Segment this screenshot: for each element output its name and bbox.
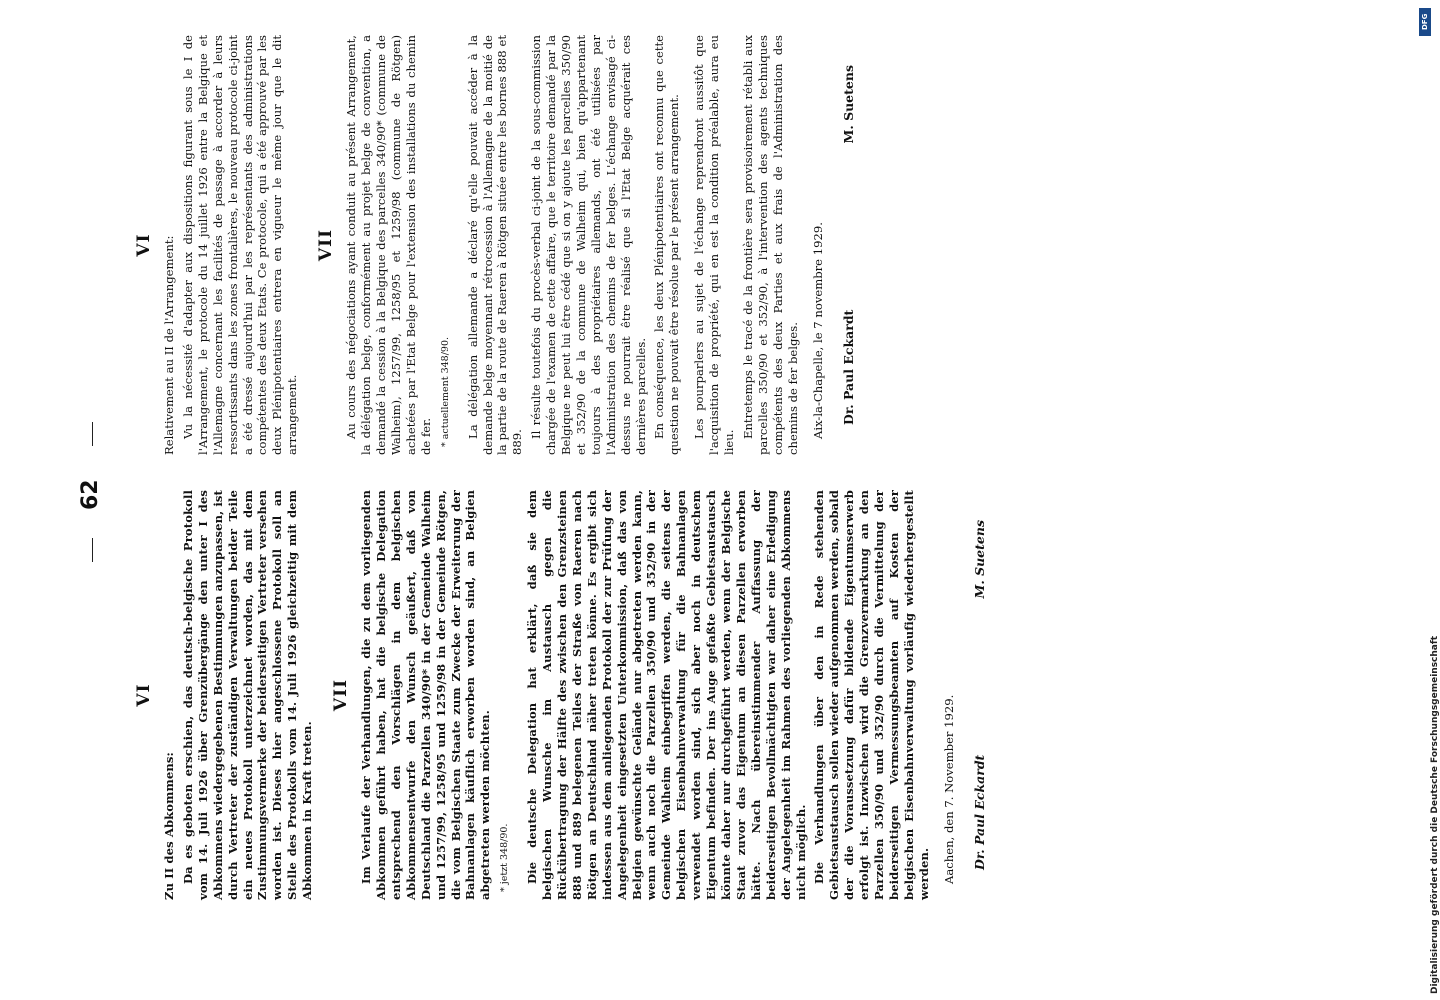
signature-suetens-de: M. Suetens xyxy=(971,520,987,599)
date-line-de: Aachen, den 7. November 1929. xyxy=(941,694,956,884)
signature-eckardt-fr: Dr. Paul Eckardt xyxy=(840,309,856,425)
signature-eckardt-de: Dr. Paul Eckardt xyxy=(971,754,987,870)
paragraph-fr-5: Les pourparlers au sujet de l'échange reprendront aussitôt que l'acquisition de propriété, qui en est la condition préalable, aura eu lieu. xyxy=(692,35,737,455)
paragraph-fr-6: Entretemps le tracé de la frontière sera provisoirement rétabli aux parcelles 350/90 et 352/90, à l'intervention des agents techniques compétents des deux Parties et aux frais de l'Administration des chemins de fer belges. xyxy=(741,35,800,455)
page-header xyxy=(78,0,118,1000)
section-heading-vii-fr: VII xyxy=(316,228,337,262)
date-line-fr: Aix-la-Chapelle, le 7 novembre 1929. xyxy=(810,222,825,439)
paragraph-de-3: Die Verhandlungen über den in Rede stehenden Gebietsaustausch sollen wieder aufgenommen werden, sobald der die Voraussetzung dafür bildende Eigentumserwerb erfolgt ist. Inzwischen wird die Grenzvermarkung an den Parzellen 350/90 und 352/90 durch die Vermittelung der beiderseitigen Vermessungsbeamten auf Kosten der belgischen Eisenbahnverwaltung vorläufig wiederhergestellt werden. xyxy=(812,490,931,900)
section-heading-vi-de: VI xyxy=(134,683,154,707)
signatures-fr xyxy=(841,35,856,455)
german-column xyxy=(130,490,987,900)
section-paragraph-de: Da es geboten erschien, das deutsch-belgische Protokoll vom 14. Juli 1926 über Grenzübergänge den unter I des Abkommens wiedergegebenen Bestimmungen anzupassen, ist durch Vertreter der zuständigen Verwaltungen beider Teile ein neues Protokoll unterzeichnet worden, das mit dem Zustimmungsvermerke der beiderseitigen Vertreter versehen worden ist. Dieses hier angeschlossene Protokoll soll an Stelle des Protokolls vom 14. Juli 1926 gleichzeitig mit dem Abkommen in Kraft treten. xyxy=(180,490,315,900)
page-number: 62 xyxy=(78,479,103,510)
dfg-logo: DFG xyxy=(1419,8,1431,36)
section-heading-vii-de: VII xyxy=(331,678,352,712)
paragraph-fr-1: Au cours des négociations ayant conduit au présent Arrangement, la délégation belge, conformément au projet belge de convention, a demandé la cession à la Belgique des parcelles 340/90* (commune de Walheim), 1257/99, 1258/95 et 1259/98 (commune de Rötgen) achetées par l'Etat Belge pour l'extension des installations du chemin de fer. xyxy=(344,35,433,455)
paragraph-fr-3: Il résulte toutefois du procès-verbal ci-joint de la sous-commission chargée de l'examen de cette affaire, que le territoire demandé par la Belgique ne peut lui être cédé que si on y ajoute les parcelles 350/90 et 352/90 de la commune de Walheim qui, bien qu'appartenant toujours à des propriétaires allemands, ont été utilisées par l'Administration des chemins de fer belges. L'échange envisagé ci-dessus ne pourrait être réalisé que si l'Etat Belge acquérait ces dernières parcelles. xyxy=(529,35,648,455)
paragraph-fr-2: La délégation allemande a déclaré qu'elle pouvait accéder à la demande belge moyennant rétrocession à l'Allemagne de la moitié de la partie de la route de Raeren à Rötgen située entre les bornes 888 et 889. xyxy=(465,35,525,455)
section-paragraph-fr: Vu la nécessité d'adapter aux dispositions figurant sous le I de l'Arrangement, le protocole du 14 juillet 1926 entre la Belgique et l'Allemagne concernant les facilités de passage à accorder à leurs ressortissants dans les zones frontalières, le nouveau protocole ci-joint a été dressé aujourd'hui par les représentants des administrations compétentes des deux Etats. Ce protocole, qui a été approuvé par les deux Plénipotentiaires entrera en vigueur le même jour que le dit arrangement. xyxy=(180,35,300,455)
french-column xyxy=(130,35,856,455)
credit-text: Digitalisierung gefördert durch die Deutsche Forschungsgemeinschaft xyxy=(1430,635,1440,994)
digitization-credit xyxy=(1418,8,1440,994)
footnote-de: * jetzt 348/90. xyxy=(499,823,511,892)
signatures-de xyxy=(972,490,987,900)
footnote-fr: * actuellement 348/90. xyxy=(439,336,451,447)
paragraph-fr-4: En conséquence, les deux Plénipotentiaires ont reconnu que cette question ne pouvait être résolue par le présent arrangement. xyxy=(652,35,682,455)
paragraph-de-2: Die deutsche Delegation hat erklärt, daß sie dem belgischen Wunsche im Austausch gegen die Rückübertragung der Hälfte des zwischen den Grenzsteinen 888 und 889 belegenen Teiles der Straße von Raeren nach Rötgen an Deutschland näher treten könne. Es ergibt sich indessen aus dem anliegenden Protokoll der zur Prüfung der Angelegenheit eingesetzten Unterkommission, daß das von Belgien gewünschte Gelände nur abgetreten werden kann, wenn auch noch die Parzellen 350/90 und 352/90 in der Gemeinde Walheim einbegriffen werden, die seitens der belgischen Eisenbahnverwaltung für die Bahnanlagen verwendet worden sind, sich aber noch in deutschem Eigentum befinden. Der ins Auge gefaßte Gebietsaustausch könnte daher nur durchgeführt werden, wenn der Belgische Staat zuvor das Eigentum an diesen Parzellen erworben hätte. Nach übereinstimmender Auffassung der beiderseitigen Bevollmächtigten war daher eine Erledigung der Angelegenheit im Rahmen des vorliegenden Abkommens nicht möglich. xyxy=(525,490,808,900)
section-heading-vi-fr: VI xyxy=(134,233,154,257)
paragraph-de-1: Im Verlaufe der Verhandlungen, die zu dem vorliegenden Abkommen geführt haben, hat die belgische Delegation entsprechend den Vorschlägen in dem belgischen Abkommensentwurfe den Wunsch geäußert, daß von Deutschland die Parzellen 340/90* in der Gemeinde Walheim und 1257/99, 1258/95 und 1259/98 in der Gemeinde Rötgen, die vom Belgischen Staate zum Zwecke der Erweiterung der Bahnanlagen käuflich erworben worden sind, an Belgien abgetreten werden möchten. xyxy=(359,490,493,900)
header-dash-left xyxy=(92,538,93,562)
section-intro-fr: Relativement au II de l'Arrangement: xyxy=(162,235,176,455)
section-intro-de: Zu II des Abkommens: xyxy=(162,752,176,900)
signature-suetens-fr: M. Suetens xyxy=(840,65,856,144)
header-dash-right xyxy=(92,422,93,446)
